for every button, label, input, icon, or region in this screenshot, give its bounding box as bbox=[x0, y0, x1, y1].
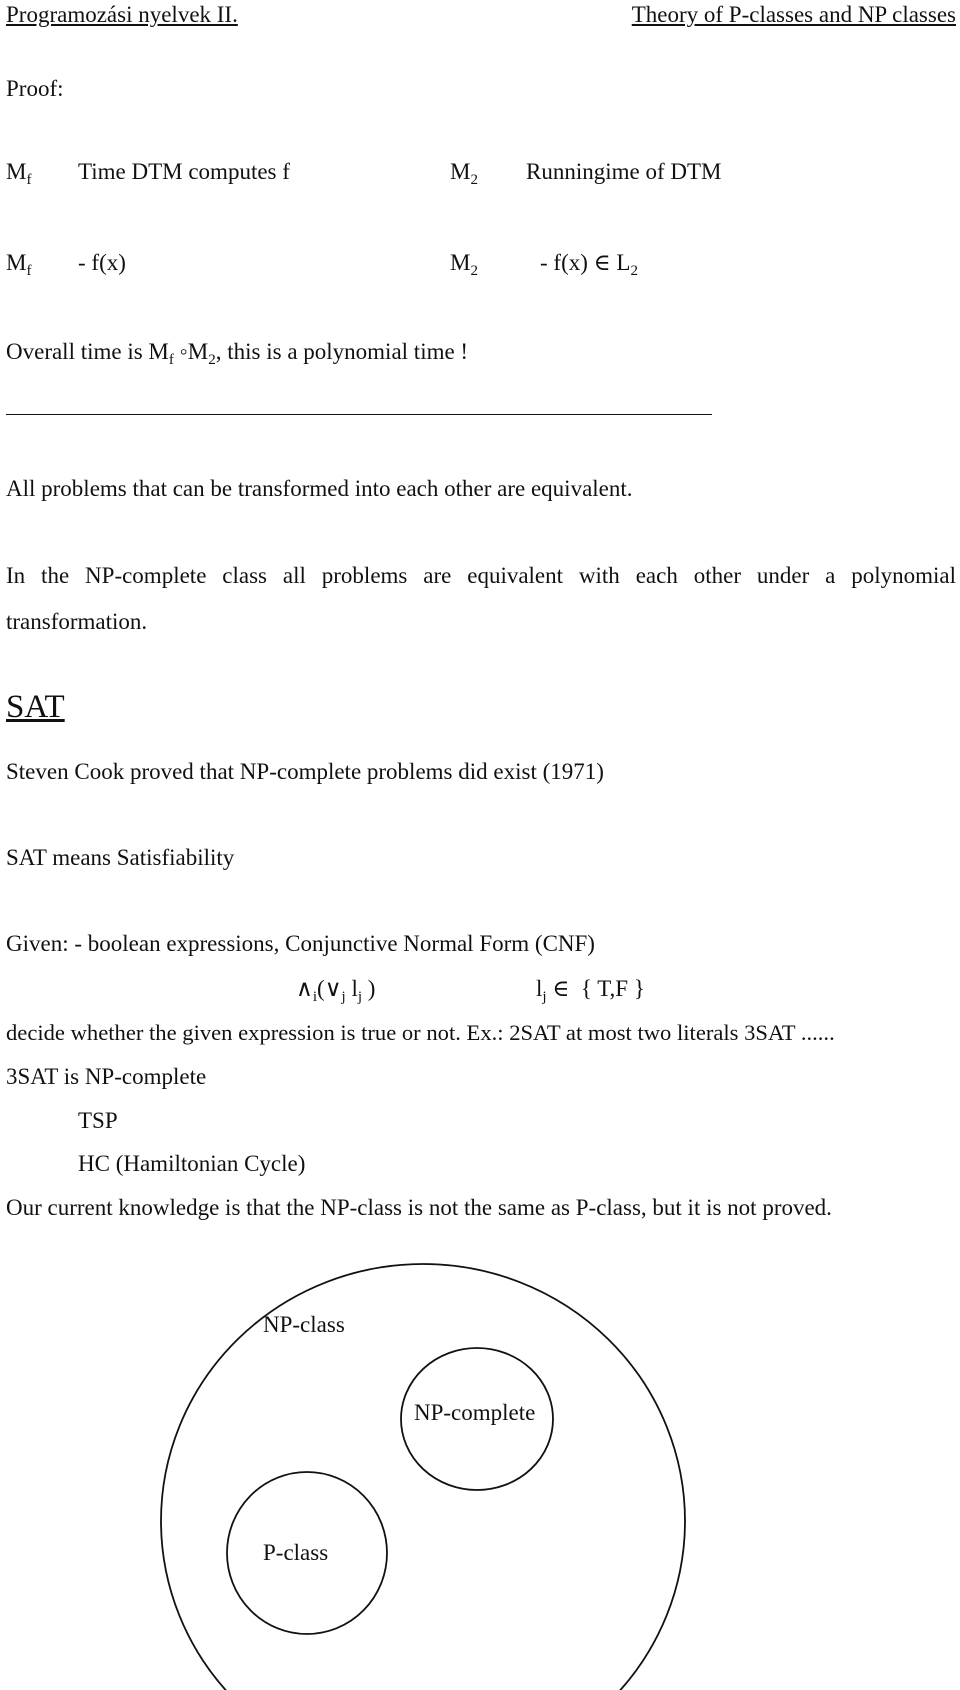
p-class-label: P-class bbox=[263, 1540, 329, 1565]
row1-m2-text: Runningime of DTM bbox=[526, 159, 722, 184]
proof-label: Proof: bbox=[6, 76, 64, 101]
header-left: Programozási nyelvek II. bbox=[6, 2, 238, 27]
header-right: Theory of P-classes and NP classes bbox=[631, 2, 956, 27]
overall-time: Overall time is $M_f$ $◦M_2$, this is a polynomial time ! bbox=[6, 339, 469, 368]
list-item-3sat: 3SAT is NP-complete bbox=[6, 1064, 207, 1089]
decide-text: decide whether the given expression is true or not. Ex.: 2SAT at most two literals 3SAT ...... bbox=[6, 1020, 835, 1045]
row2-m2-text: - f(x) ∈ $L_2$ bbox=[540, 250, 638, 279]
np-complete-label: NP-complete bbox=[414, 1400, 536, 1425]
row2-mf-text: - f(x) bbox=[78, 250, 126, 275]
np-class-circle bbox=[161, 1264, 685, 1690]
cnf-formula: $\wedge_i(\vee_j$ $l_j$ ) bbox=[296, 976, 376, 1005]
row2-m2: $M_2$ bbox=[450, 250, 478, 279]
npc-paragraph-line1: In the NP-complete class all problems are equivalent with each other under a polynomial bbox=[6, 563, 956, 588]
sat-means-text: SAT means Satisfiability bbox=[6, 845, 235, 870]
row2-mf: $M_f$ bbox=[6, 250, 32, 279]
list-item-hc: HC (Hamiltonian Cycle) bbox=[78, 1151, 306, 1176]
cook-text: Steven Cook proved that NP-complete problems did exist (1971) bbox=[6, 759, 604, 784]
row1-mf-text: Time DTM computes f bbox=[78, 159, 290, 184]
row1-m2: $M_2$ bbox=[450, 159, 478, 188]
sat-heading: SAT bbox=[6, 689, 65, 725]
row1-mf: $M_f$ bbox=[6, 159, 32, 188]
literal-domain: $l_j$ ∈ { T,F } bbox=[536, 976, 645, 1005]
list-item-tsp: TSP bbox=[78, 1108, 118, 1133]
knowledge-text: Our current knowledge is that the NP-class is not the same as P-class, but it is not proved. bbox=[6, 1195, 832, 1220]
equivalence-text: All problems that can be transformed into each other are equivalent. bbox=[6, 476, 633, 501]
npc-paragraph-line2: transformation. bbox=[6, 609, 148, 634]
given-text: Given: - boolean expressions, Conjunctive Normal Form (CNF) bbox=[6, 931, 595, 956]
np-class-label: NP-class bbox=[263, 1312, 345, 1337]
